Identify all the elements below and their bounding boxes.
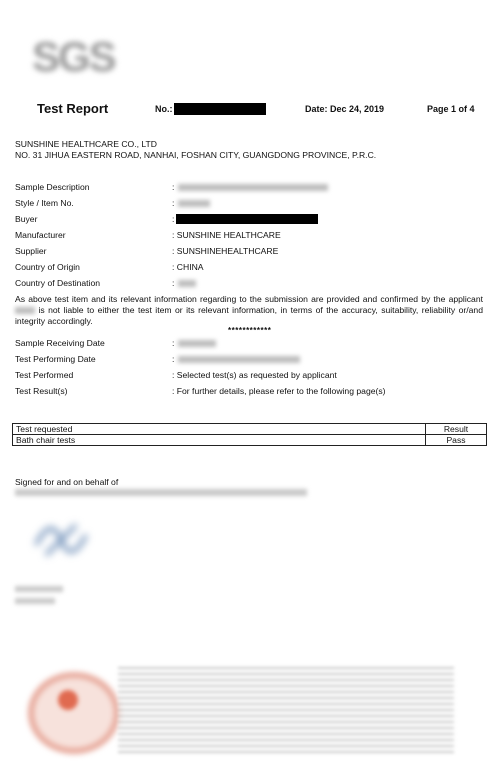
field-value-supplier: : SUNSHINEHEALTHCARE — [172, 246, 279, 256]
signatory-title-blurred — [15, 598, 55, 604]
field-label-country-origin: Country of Origin — [15, 262, 80, 272]
field-value-country-origin: : CHINA — [172, 262, 204, 272]
buyer-redaction — [176, 214, 318, 224]
field-label-receiving-date: Sample Receiving Date — [15, 338, 105, 348]
field-label-supplier: Supplier — [15, 246, 47, 256]
field-value-manufacturer: : SUNSHINE HEALTHCARE — [172, 230, 281, 240]
table-row — [13, 435, 487, 446]
field-value-buyer: : — [172, 214, 175, 224]
field-value-sample-description: : — [172, 182, 328, 193]
disclaimer-paragraph: As above test item and its relevant information regarding to the submission are provided and confirmed by the applicant is not liable to either the test item or its relevant information, in terms of the accuracy, suitability, reliability or/and integrity accordingly. — [15, 294, 483, 326]
company-stamp — [28, 672, 120, 754]
report-date: Date: Dec 24, 2019 — [305, 104, 385, 114]
field-label-sample-description: Sample Description — [15, 182, 90, 192]
signatory-name-blurred — [15, 586, 63, 592]
field-value-style-item: : — [172, 198, 210, 209]
field-value-country-destination: : — [172, 278, 196, 289]
signatory-company-blurred — [15, 489, 307, 496]
applicant-address: NO. 31 JIHUA EASTERN ROAD, NANHAI, FOSHAN CITY, GUANGDONG PROVINCE, P.R.C. — [15, 150, 377, 160]
sgs-logo: SGS — [32, 33, 115, 80]
field-label-test-performed: Test Performed — [15, 370, 74, 380]
section-separator: ************ — [228, 326, 272, 335]
report-number-label: No.: — [155, 104, 173, 114]
report-title: Test Report — [37, 101, 109, 116]
cell-result: Pass — [426, 435, 487, 446]
applicant-company: SUNSHINE HEALTHCARE CO., LTD — [15, 139, 157, 149]
table-header-row — [13, 424, 487, 435]
page-indicator: Page 1 of 4 — [427, 104, 475, 114]
field-value-receiving-date: : — [172, 338, 216, 349]
header-test-requested: Test requested — [13, 424, 426, 435]
signature-image — [26, 505, 96, 575]
field-label-country-destination: Country of Destination — [15, 278, 101, 288]
header-result: Result — [426, 424, 487, 435]
cell-test-name: Bath chair tests — [13, 435, 426, 446]
fine-print-blurred — [118, 667, 454, 753]
field-label-style-item: Style / Item No. — [15, 198, 74, 208]
field-label-buyer: Buyer — [15, 214, 38, 224]
results-table — [12, 423, 487, 446]
report-number-redaction — [174, 103, 266, 115]
field-label-test-results: Test Result(s) — [15, 386, 68, 396]
field-value-test-performed: : Selected test(s) as requested by applicant — [172, 370, 337, 380]
stamp-center-mark — [58, 690, 78, 710]
field-value-test-results: : For further details, please refer to the following page(s) — [172, 386, 386, 396]
field-label-performing-date: Test Performing Date — [15, 354, 96, 364]
signed-on-behalf-label: Signed for and on behalf of — [15, 477, 119, 487]
field-value-performing-date: : — [172, 354, 300, 365]
field-label-manufacturer: Manufacturer — [15, 230, 66, 240]
